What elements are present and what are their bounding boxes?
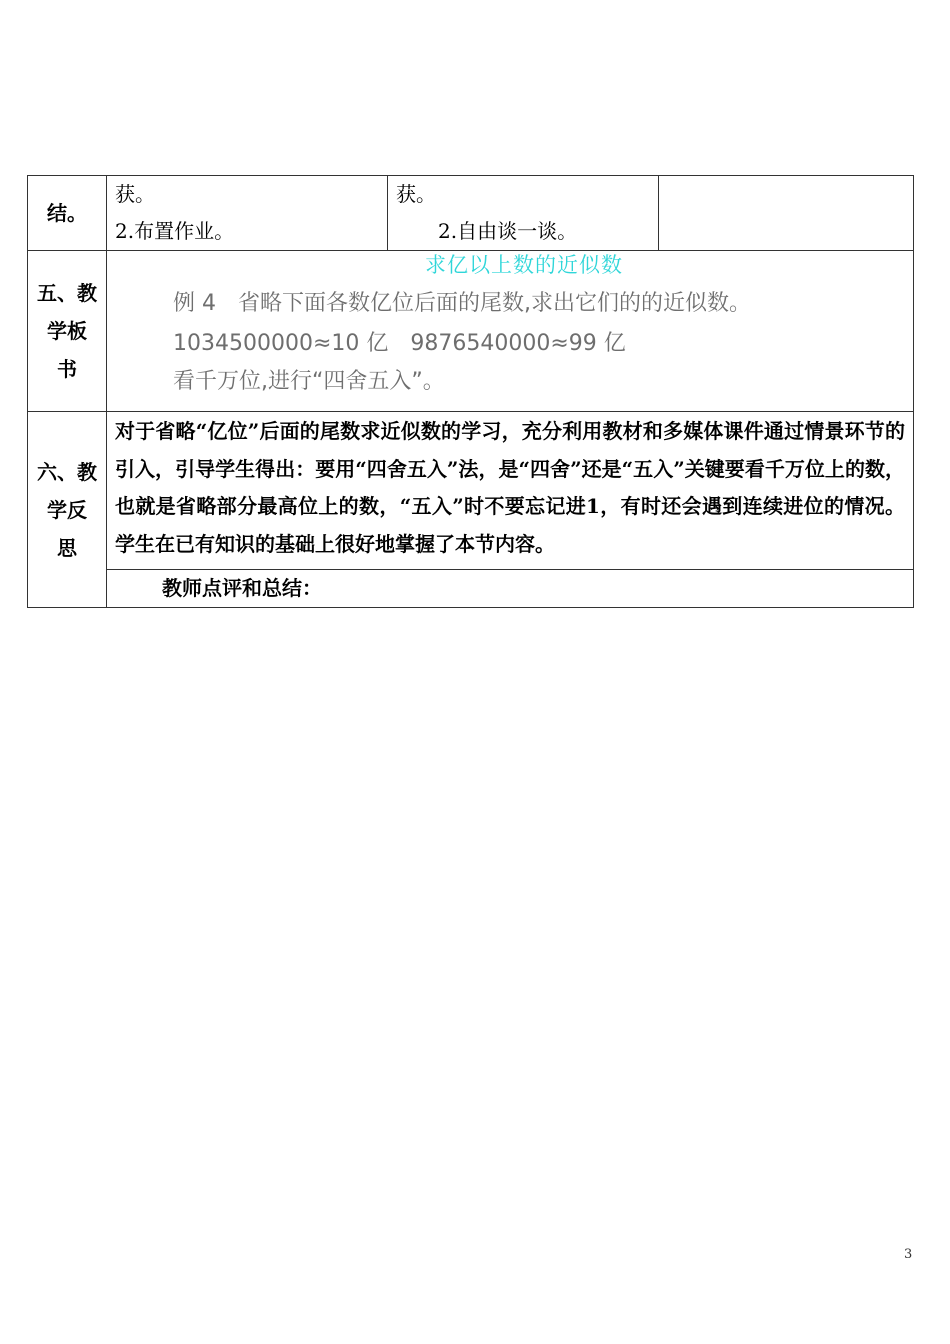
student-activity-line-1: 获。	[396, 182, 436, 206]
teacher-summary-label: 教师点评和总结：	[107, 570, 914, 608]
board-design-row	[28, 251, 914, 412]
reflection-text: 对于省略“亿位”后面的尾数求近似数的学习，充分利用教材和多媒体课件通过情景环节的引入，引导学生得出：要用“四舍五入”法，是“四舍”还是“五入”关键要看千万位上的数，也就是省略部分最高位上的数，“五入”时不要忘记进1，有时还会遇到连续进位的情况。学生在已有知识的基础上很好地掌握了本节内容。	[107, 412, 914, 570]
teacher-activity-line-1: 获。	[115, 182, 155, 206]
board-design-content	[107, 251, 914, 412]
page-number: 3	[904, 1247, 913, 1262]
teacher-summary-row	[28, 570, 914, 608]
student-activity-line-2: 2.自由谈一谈。	[438, 219, 578, 243]
board-example-line: 例 4 省略下面各数亿位后面的尾数,求出它们的的近似数。	[173, 291, 751, 316]
reflection-row	[28, 412, 914, 570]
board-design-label: 五、教 学板 书	[28, 251, 107, 412]
reflection-label: 六、教 学反 思	[28, 412, 107, 608]
summary-row-label: 结。	[28, 176, 107, 251]
student-activity-cell	[388, 176, 659, 251]
design-intent-cell	[659, 176, 914, 251]
lesson-plan-table	[27, 175, 914, 608]
teacher-activity-line-2: 2.布置作业。	[115, 219, 235, 243]
board-approximation-line: 1034500000≈10 亿 9876540000≈99 亿	[173, 331, 626, 356]
board-title: 求亿以上数的近似数	[425, 253, 623, 277]
teacher-activity-cell	[107, 176, 388, 251]
board-rule-line: 看千万位,进行“四舍五入”。	[173, 369, 445, 394]
summary-row	[28, 176, 914, 251]
